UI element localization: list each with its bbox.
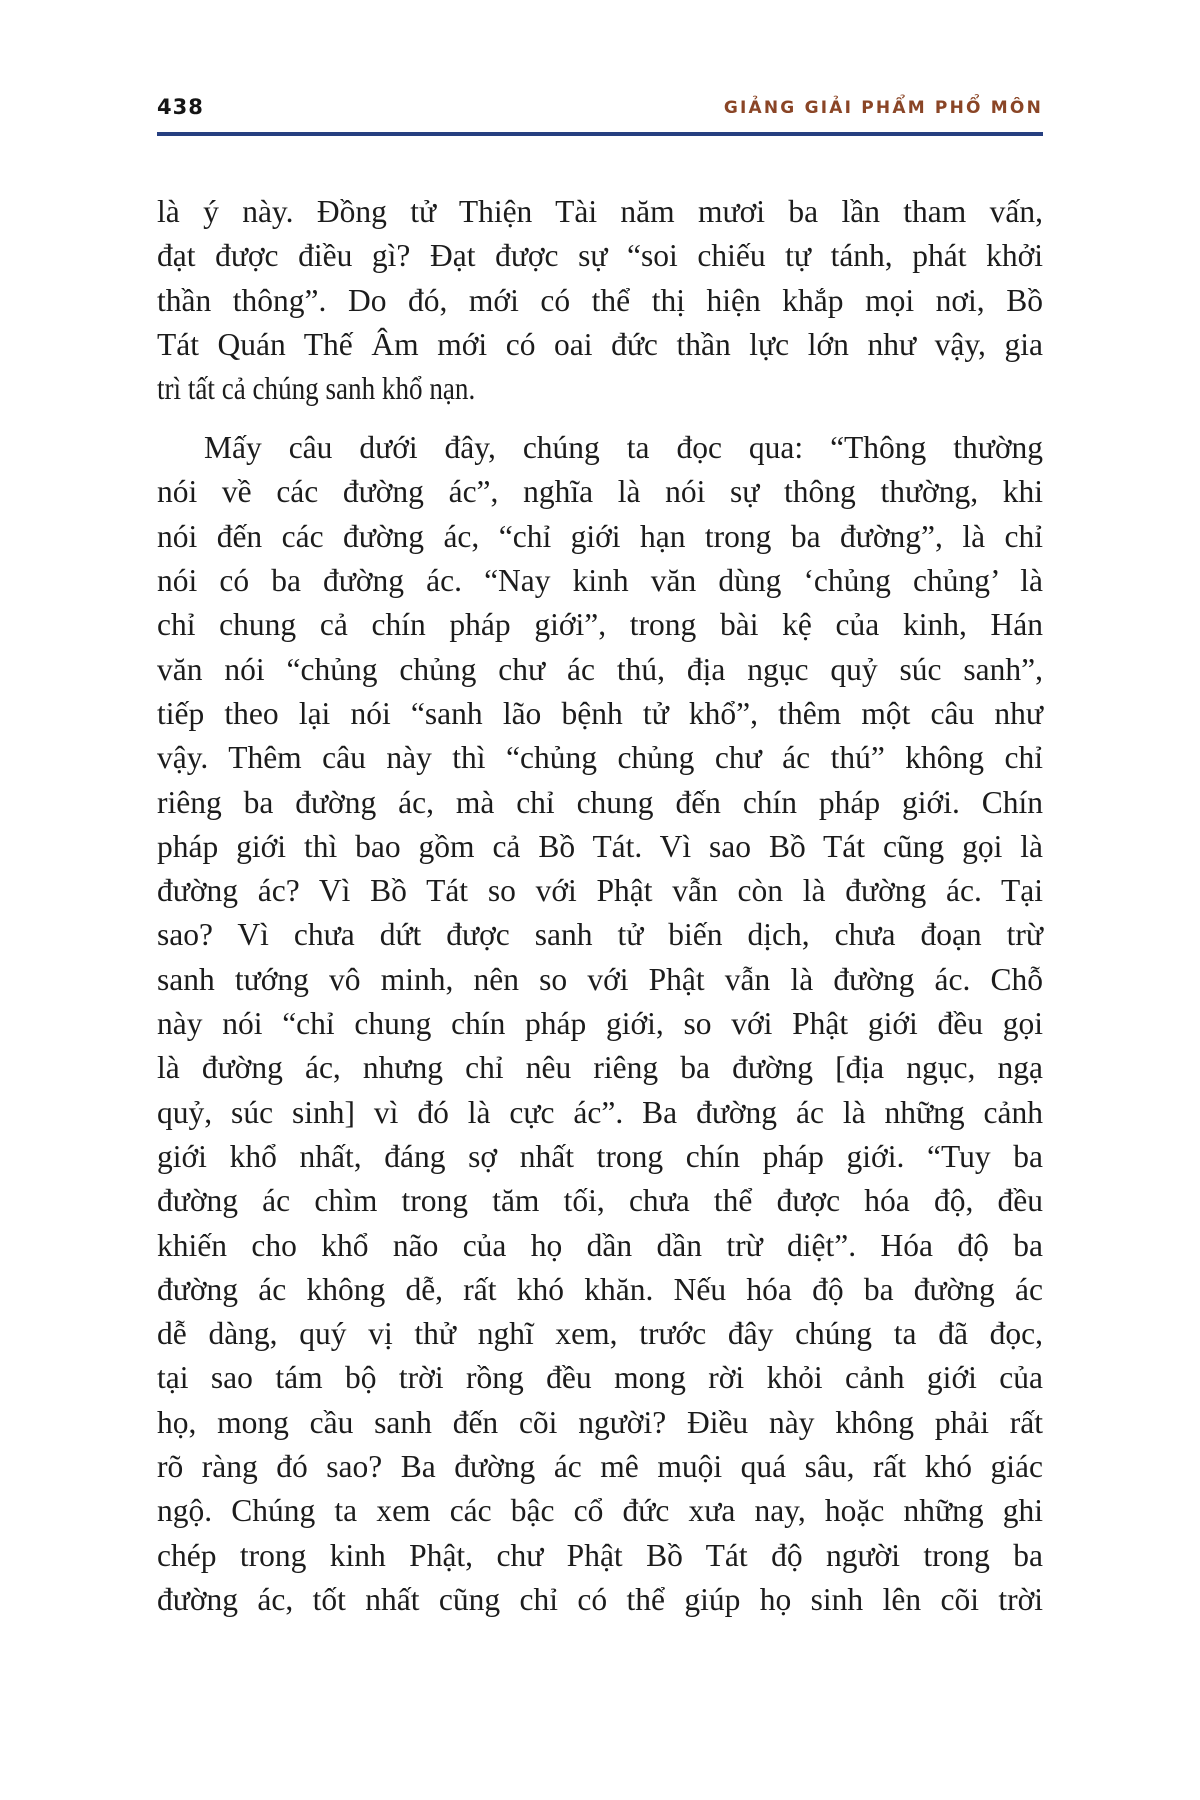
text-line: chép trong kinh Phật, chư Phật Bồ Tát độ người trong ba (157, 1537, 1043, 1573)
text-line: đường ác, tốt nhất cũng chỉ có thể giúp họ sinh lên cõi trời (157, 1581, 1043, 1617)
text-line: này nói “chỉ chung chín pháp giới, so với Phật giới đều gọi (157, 1006, 1043, 1042)
text-line: tại sao tám bộ trời rồng đều mong rời khỏi cảnh giới của (157, 1360, 1043, 1396)
text-line: ngộ. Chúng ta xem các bậc cổ đức xưa nay, hoặc những ghi (157, 1493, 1043, 1529)
paragraph-gap (157, 411, 1043, 426)
paragraph (157, 426, 1043, 1622)
text-line: nói có ba đường ác. “Nay kinh văn dùng ‘chủng chủng’ là (157, 563, 1043, 599)
paragraph (157, 190, 1043, 411)
text-line: văn nói “chủng chủng chư ác thú, địa ngục quỷ súc sanh”, (157, 651, 1043, 687)
body-text (157, 190, 1043, 1622)
text-line: là đường ác, nhưng chỉ nêu riêng ba đường [địa ngục, ngạ (157, 1050, 1043, 1086)
text-line: sao? Vì chưa dứt được sanh tử biến dịch, chưa đoạn trừ (157, 917, 1043, 953)
text-line: giới khổ nhất, đáng sợ nhất trong chín pháp giới. “Tuy ba (157, 1138, 1043, 1174)
text-line: quỷ, súc sinh] vì đó là cực ác”. Ba đường ác là những cảnh (157, 1094, 1043, 1130)
text-line: dễ dàng, quý vị thử nghĩ xem, trước đây chúng ta đã đọc, (157, 1316, 1043, 1352)
text-line: Mấy câu dưới đây, chúng ta đọc qua: “Thông thường (204, 430, 1043, 466)
running-header (157, 95, 1043, 125)
text-line: đường ác không dễ, rất khó khăn. Nếu hóa độ ba đường ác (157, 1271, 1043, 1307)
text-line: riêng ba đường ác, mà chỉ chung đến chín pháp giới. Chín (157, 784, 1043, 820)
text-line: là ý này. Đồng tử Thiện Tài năm mươi ba lần tham vấn, (157, 194, 1043, 229)
text-line: đường ác chìm trong tăm tối, chưa thể được hóa độ, đều (157, 1183, 1043, 1219)
text-line: pháp giới thì bao gồm cả Bồ Tát. Vì sao Bồ Tát cũng gọi là (157, 828, 1043, 864)
text-line: Tát Quán Thế Âm mới có oai đức thần lực lớn như vậy, gia (157, 326, 1043, 362)
text-line: nói đến các đường ác, “chỉ giới hạn trong ba đường”, là chỉ (157, 518, 1043, 554)
text-line: rõ ràng đó sao? Ba đường ác mê muội quá sâu, rất khó giác (157, 1449, 1043, 1484)
text-line: đạt được điều gì? Đạt được sự “soi chiếu tự tánh, phát khởi (157, 238, 1043, 274)
page-number: 438 (157, 95, 204, 119)
text-line: khiến cho khổ não của họ dần dần trừ diệt”. Hóa độ ba (157, 1227, 1043, 1263)
book-title: GIẢNG GIẢI PHẨM PHỔ MÔN (723, 98, 1043, 118)
text-line: nói về các đường ác”, nghĩa là nói sự thông thường, khi (157, 474, 1043, 510)
text-line: vậy. Thêm câu này thì “chủng chủng chư ác thú” không chỉ (157, 740, 1043, 776)
text-line: họ, mong cầu sanh đến cõi người? Điều này không phải rất (157, 1404, 1043, 1440)
text-line: chỉ chung cả chín pháp giới”, trong bài kệ của kinh, Hán (157, 607, 1043, 643)
text-line: tiếp theo lại nói “sanh lão bệnh tử khổ”, thêm một câu như (157, 695, 1043, 731)
text-line: đường ác? Vì Bồ Tát so với Phật vẫn còn là đường ác. Tại (157, 873, 1043, 909)
header-rule (157, 132, 1043, 136)
text-line: thần thông”. Do đó, mới có thể thị hiện khắp mọi nơi, Bồ (157, 282, 1043, 318)
text-line: trì tất cả chúng sanh khổ nạn. (157, 371, 476, 407)
text-line: sanh tướng vô minh, nên so với Phật vẫn là đường ác. Chỗ (157, 961, 1043, 997)
